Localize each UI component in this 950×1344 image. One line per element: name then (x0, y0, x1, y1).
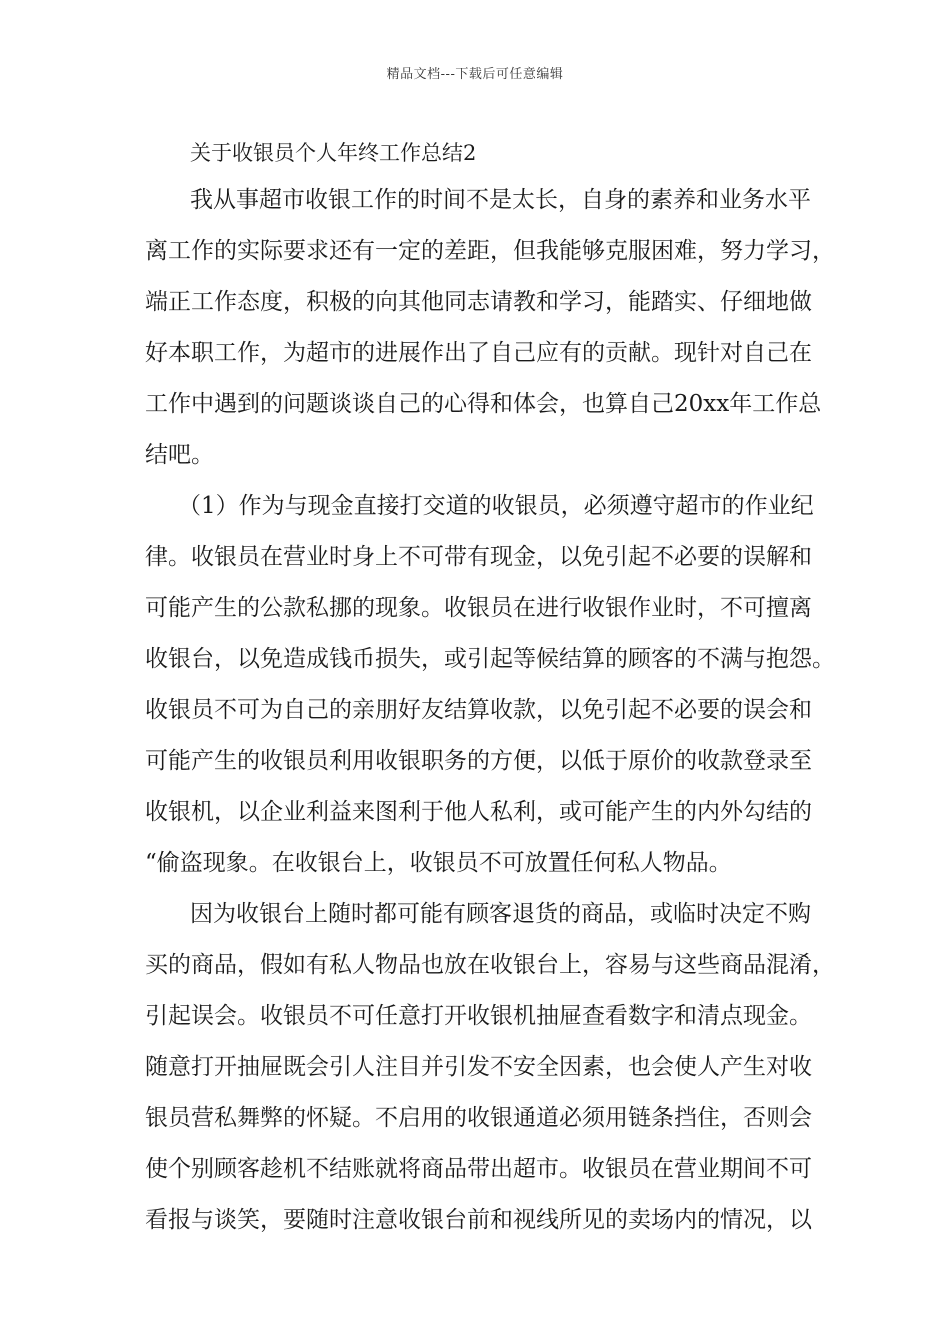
text-line: 银员营私舞弊的怀疑。不启用的收银通道必须用链条挡住，否则会 (145, 1105, 812, 1131)
text-line: 收银员不可为自己的亲朋好友结算收款，以免引起不必要的误会和 (145, 697, 812, 723)
document-title: 关于收银员个人年终工作总结2 (190, 141, 477, 165)
text-line: （1）作为与现金直接打交道的收银员，必须遵守超市的作业纪 (178, 493, 814, 519)
text-line: 端正工作态度，积极的向其他同志请教和学习，能踏实、仔细地做 (145, 289, 812, 315)
text-line: 工作中遇到的问题谈谈自己的心得和体会，也算自己20xx年工作总 (145, 391, 822, 417)
text-line: 收银台，以免造成钱币损失，或引起等候结算的顾客的不满与抱怨。 (145, 646, 835, 672)
text-line: 好本职工作，为超市的进展作出了自己应有的贡献。现针对自己在 (145, 340, 812, 366)
text-line: 买的商品，假如有私人物品也放在收银台上，容易与这些商品混淆， (145, 952, 835, 978)
text-line: 使个别顾客趁机不结账就将商品带出超市。收银员在营业期间不可 (145, 1156, 812, 1182)
text-line: “偷盗现象。在收银台上，收银员不可放置任何私人物品。 (145, 850, 732, 876)
text-line: 收银机，以企业利益来图利于他人私利，或可能产生的内外勾结的 (145, 799, 812, 825)
text-line: 因为收银台上随时都可能有顾客退货的商品，或临时决定不购 (190, 901, 811, 927)
text-line: 可能产生的收银员利用收银职务的方便，以低于原价的收款登录至 (145, 748, 812, 774)
text-line: 律。收银员在营业时身上不可带有现金，以免引起不必要的误解和 (145, 544, 812, 570)
text-line: 结吧。 (145, 442, 214, 468)
text-line: 引起误会。收银员不可任意打开收银机抽屉查看数字和清点现金。 (145, 1003, 812, 1029)
text-line: 可能产生的公款私挪的现象。收银员在进行收银作业时，不可擅离 (145, 595, 812, 621)
text-line: 离工作的实际要求还有一定的差距，但我能够克服困难，努力学习， (145, 238, 835, 264)
page-header: 精品文档---下载后可任意编辑 (386, 67, 564, 82)
text-line: 看报与谈笑，要随时注意收银台前和视线所见的卖场内的情况，以 (145, 1207, 812, 1233)
text-line: 我从事超市收银工作的时间不是太长，自身的素养和业务水平 (190, 187, 811, 213)
text-line: 随意打开抽屉既会引人注目并引发不安全因素，也会使人产生对收 (145, 1054, 812, 1080)
